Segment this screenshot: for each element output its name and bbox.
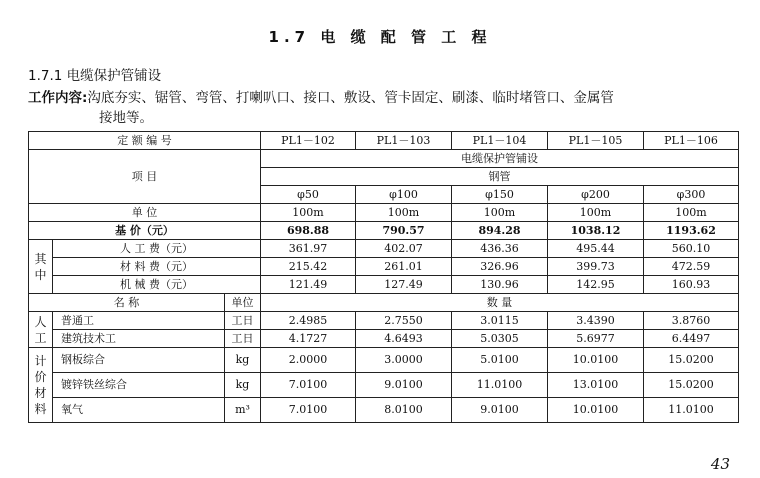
spec-cell: φ50 — [261, 186, 356, 204]
quota-label: 定 额 编 号 — [29, 132, 261, 150]
base-cell: 790.57 — [356, 222, 452, 240]
mach-cell: 142.95 — [548, 276, 644, 294]
m3-cell: 7.0100 — [261, 398, 356, 423]
mat-cell: 261.01 — [356, 258, 452, 276]
m2-cell: 13.0100 — [548, 373, 644, 398]
row-worker-1 — [29, 312, 739, 330]
base-cell: 698.88 — [261, 222, 356, 240]
labor-label: 人 工 费（元） — [53, 240, 261, 258]
w2-cell: 5.0305 — [452, 330, 548, 348]
w1-cell: 2.4985 — [261, 312, 356, 330]
row-material-3 — [29, 398, 739, 423]
base-label: 基 价（元） — [29, 222, 261, 240]
unit-cell: 100m — [644, 204, 739, 222]
quota-table — [28, 131, 739, 423]
unit-cell: 100m — [548, 204, 644, 222]
labor-cell: 436.36 — [452, 240, 548, 258]
row-unit — [29, 204, 739, 222]
spec-cell: φ150 — [452, 186, 548, 204]
row-material-1 — [29, 348, 739, 373]
w1-unit: 工日 — [225, 312, 261, 330]
m1-cell: 5.0100 — [452, 348, 548, 373]
m2-cell: 9.0100 — [356, 373, 452, 398]
labor-cell: 402.07 — [356, 240, 452, 258]
row-machine-cost — [29, 276, 739, 294]
among-label: 其中 — [29, 240, 53, 294]
group-title: 电缆保护管铺设 — [261, 150, 739, 168]
w2-cell: 4.6493 — [356, 330, 452, 348]
spec-cell: φ100 — [356, 186, 452, 204]
m1-cell: 15.0200 — [644, 348, 739, 373]
w1-cell: 3.4390 — [548, 312, 644, 330]
row-group — [29, 150, 739, 168]
w2-cell: 6.4497 — [644, 330, 739, 348]
m2-unit: kg — [225, 373, 261, 398]
m1-cell: 10.0100 — [548, 348, 644, 373]
page-number: 43 — [710, 455, 730, 473]
mach-cell: 160.93 — [644, 276, 739, 294]
unit-cell: 100m — [452, 204, 548, 222]
m2-name: 镀锌铁丝综合 — [53, 373, 225, 398]
m2-cell: 7.0100 — [261, 373, 356, 398]
row-codes — [29, 132, 739, 150]
name-label: 名 称 — [29, 294, 225, 312]
spec-cell: φ200 — [548, 186, 644, 204]
mach-cell: 130.96 — [452, 276, 548, 294]
labor-cell: 361.97 — [261, 240, 356, 258]
material-title: 钢管 — [261, 168, 739, 186]
code-cell: PL1－104 — [452, 132, 548, 150]
jijia-label: 计价材料 — [29, 348, 53, 423]
mat-cell: 399.73 — [548, 258, 644, 276]
w1-cell: 3.0115 — [452, 312, 548, 330]
subsection-title: 1.7.1 电缆保护管铺设 — [28, 68, 162, 84]
w1-cell: 3.8760 — [644, 312, 739, 330]
m2-cell: 11.0100 — [452, 373, 548, 398]
row-worker-2 — [29, 330, 739, 348]
mat-cell: 472.59 — [644, 258, 739, 276]
qty-label: 数 量 — [261, 294, 739, 312]
code-cell: PL1－105 — [548, 132, 644, 150]
row-names-header — [29, 294, 739, 312]
m1-name: 钢板综合 — [53, 348, 225, 373]
section-title: 1.7 电 缆 配 管 工 程 — [268, 28, 492, 46]
unit-cell: 100m — [356, 204, 452, 222]
w2-cell: 4.1727 — [261, 330, 356, 348]
row-base-price — [29, 222, 739, 240]
m3-unit: m³ — [225, 398, 261, 423]
work-line-1: 沟底夯实、锯管、弯管、打喇叭口、接口、敷设、管卡固定、刷漆、临时堵管口、金属管 — [87, 90, 614, 106]
w2-unit: 工日 — [225, 330, 261, 348]
labor-cell: 560.10 — [644, 240, 739, 258]
labor-cell: 495.44 — [548, 240, 644, 258]
w1-cell: 2.7550 — [356, 312, 452, 330]
m3-name: 氧气 — [53, 398, 225, 423]
code-cell: PL1－102 — [261, 132, 356, 150]
code-cell: PL1－103 — [356, 132, 452, 150]
mach-cell: 127.49 — [356, 276, 452, 294]
m1-cell: 3.0000 — [356, 348, 452, 373]
base-cell: 894.28 — [452, 222, 548, 240]
work-label: 工作内容: — [28, 90, 88, 106]
mat-label: 材 料 费（元） — [53, 258, 261, 276]
m3-cell: 8.0100 — [356, 398, 452, 423]
m3-cell: 11.0100 — [644, 398, 739, 423]
code-cell: PL1－106 — [644, 132, 739, 150]
w2-name: 建筑技术工 — [53, 330, 225, 348]
row-material-cost — [29, 258, 739, 276]
work-content — [28, 88, 748, 128]
unit-cell: 100m — [261, 204, 356, 222]
w1-name: 普通工 — [53, 312, 225, 330]
w2-cell: 5.6977 — [548, 330, 644, 348]
m2-cell: 15.0200 — [644, 373, 739, 398]
mat-cell: 215.42 — [261, 258, 356, 276]
base-cell: 1193.62 — [644, 222, 739, 240]
m3-cell: 10.0100 — [548, 398, 644, 423]
base-cell: 1038.12 — [548, 222, 644, 240]
mat-cell: 326.96 — [452, 258, 548, 276]
mach-cell: 121.49 — [261, 276, 356, 294]
spec-cell: φ300 — [644, 186, 739, 204]
unit-col-label: 单位 — [225, 294, 261, 312]
m1-unit: kg — [225, 348, 261, 373]
m3-cell: 9.0100 — [452, 398, 548, 423]
row-material-2 — [29, 373, 739, 398]
work-line-2: 接地等。 — [99, 110, 153, 126]
m1-cell: 2.0000 — [261, 348, 356, 373]
rengong-label: 人工 — [29, 312, 53, 348]
item-label: 项 目 — [29, 150, 261, 204]
unit-label: 单 位 — [29, 204, 261, 222]
row-labor — [29, 240, 739, 258]
mach-label: 机 械 费（元） — [53, 276, 261, 294]
